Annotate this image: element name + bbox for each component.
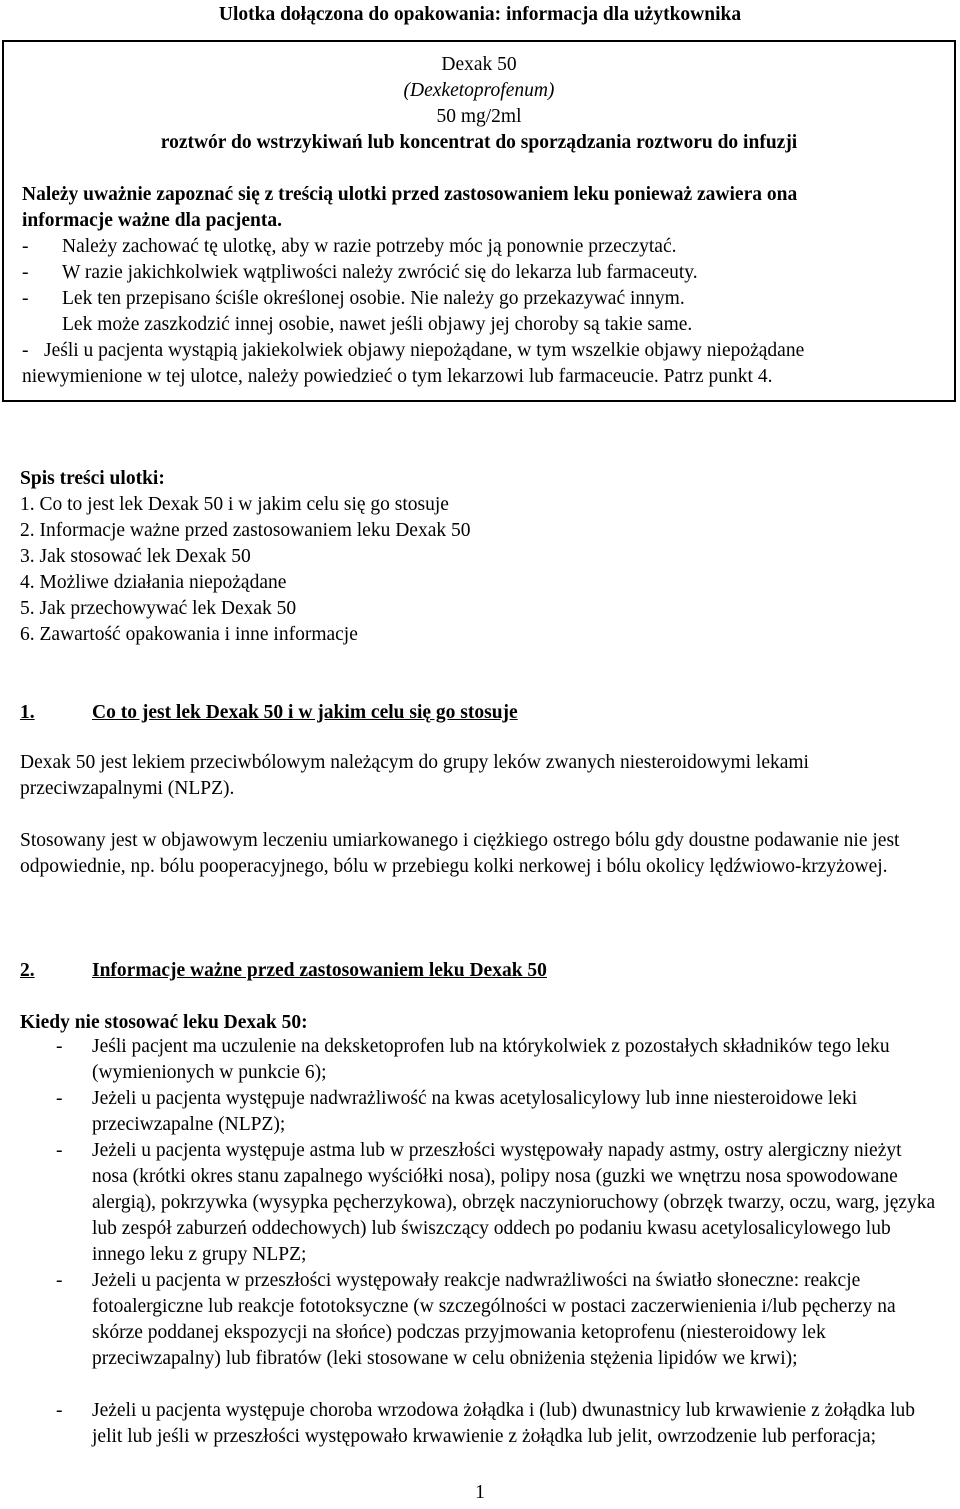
contraindication-item xyxy=(20,1268,940,1372)
bullet-text: W razie jakichkolwiek wątpliwości należy zwrócić się do lekarza lub farmaceuty. xyxy=(62,262,698,283)
intro-line-2: informacje ważne dla pacjenta. xyxy=(22,210,282,231)
toc-item: 5. Jak przechowywać lek Dexak 50 xyxy=(20,598,297,619)
box-bullet xyxy=(22,286,685,312)
item-dash: - xyxy=(56,1270,63,1291)
item-text: Jeżeli u pacjenta występuje astma lub w przeszłości występowały napady astmy, ostry alergiczny nieżyt nosa (krótki okres stanu zapalnego wyściółki nosa), polipy nosa (guzki we wnętrzu nosa spowodowane alergią), pokrzywka (wysypka pęcherzykowa), obrzęk naczynioruchowy (obrzęk twarzy, oczu, warg, języka lub zespół zaburzeń oddechowych) lub świszczący oddech po podaniu kwasu acetylosalicylowego lub innego leku z grupy NLPZ; xyxy=(92,1140,936,1265)
toc-item: 6. Zawartość opakowania i inne informacje xyxy=(20,624,358,645)
section-number: 1. xyxy=(20,702,35,723)
item-dash: - xyxy=(56,1036,63,1057)
contraindication-item xyxy=(20,1086,940,1138)
section-1-heading xyxy=(20,700,518,726)
item-dash: - xyxy=(56,1140,63,1161)
item-dash: - xyxy=(56,1400,63,1421)
toc-item: 4. Możliwe działania niepożądane xyxy=(20,572,287,593)
bullet-text: Lek ten przepisano ściśle określonej osobie. Nie należy go przekazywać innym. xyxy=(62,288,685,309)
leaflet-header-title: Ulotka dołączona do opakowania: informacja dla użytkownika xyxy=(218,4,742,25)
toc-item: 3. Jak stosować lek Dexak 50 xyxy=(20,546,251,567)
box-bullet xyxy=(22,260,698,286)
product-inn: (Dexketoprofenum) xyxy=(403,80,555,101)
item-text: Jeżeli u pacjenta występuje nadwrażliwość na kwas acetylosalicylowy lub inne niesteroidowe leki przeciwzapalne (NLPZ); xyxy=(92,1088,858,1135)
bullet-dash: - xyxy=(22,340,29,361)
product-name: Dexak 50 xyxy=(441,54,517,75)
info-box xyxy=(2,40,956,402)
toc-item: 2. Informacje ważne przed zastosowaniem leku Dexak 50 xyxy=(20,520,471,541)
section-1-paragraph: Dexak 50 jest lekiem przeciwbólowym należącym do grupy leków zwanych niesteroidowymi lekami przeciwzapalnymi (NLPZ). xyxy=(20,752,809,799)
item-text: Jeżeli u pacjenta w przeszłości występowały reakcje nadwrażliwości na światło słoneczne: reakcje fotoalergiczne lub reakcje fototoksyczne (w szczególności w postaci zaczerwienienia i/lub pęcherzy na skórze poddanej ekspozycji na słońce) podczas przyjmowania ketoprofenu (niesteroidowy lek przeciwzapalny) lub fibratów (leki stosowane w celu obniżenia stężenia lipidów we krwi); xyxy=(92,1270,896,1369)
box-bullet xyxy=(22,338,804,364)
section-2-heading xyxy=(20,958,547,984)
bullet-text: Jeśli u pacjenta wystąpią jakiekolwiek objawy niepożądane, w tym wszelkie objawy niepożądane xyxy=(44,340,805,361)
bullet-dash: - xyxy=(22,236,29,257)
section-title: Co to jest lek Dexak 50 i w jakim celu się go stosuje xyxy=(92,702,518,723)
bullet-text: Należy zachować tę ulotkę, aby w razie potrzeby móc ją ponownie przeczytać. xyxy=(62,236,677,257)
section-number: 2. xyxy=(20,960,35,981)
section-1-paragraph: Stosowany jest w objawowym leczeniu umiarkowanego i ciężkiego ostrego bólu gdy doustne podawanie nie jest odpowiednie, np. bólu pooperacyjnego, bólu w przebiegu kolki nerkowej i bólu okolicy lędźwiowo-krzyżowej. xyxy=(20,830,900,877)
product-strength: 50 mg/2ml xyxy=(436,106,522,127)
toc-item: 1. Co to jest lek Dexak 50 i w jakim celu się go stosuje xyxy=(20,494,449,515)
bullet-dash: - xyxy=(22,288,29,309)
contraindication-item xyxy=(20,1398,940,1450)
page-number: 1 xyxy=(475,1482,485,1503)
contraindications-title: Kiedy nie stosować leku Dexak 50: xyxy=(20,1012,308,1033)
toc-title: Spis treści ulotki: xyxy=(20,468,165,489)
item-dash: - xyxy=(56,1088,63,1109)
bullet-dash: - xyxy=(22,262,29,283)
bullet-continuation: Lek może zaszkodzić innej osobie, nawet jeśli objawy jej choroby są takie same. xyxy=(62,314,693,335)
contraindication-item xyxy=(20,1138,940,1268)
item-text: Jeśli pacjent ma uczulenie na deksketoprofen lub na którykolwiek z pozostałych składników tego leku (wymienionych w punkcie 6); xyxy=(92,1036,890,1083)
bullet-continuation: niewymienione w tej ulotce, należy powiedzieć o tym lekarzowi lub farmaceucie. Patrz punkt 4. xyxy=(22,366,773,387)
product-form: roztwór do wstrzykiwań lub koncentrat do sporządzania roztworu do infuzji xyxy=(160,132,798,153)
section-title: Informacje ważne przed zastosowaniem leku Dexak 50 xyxy=(92,960,547,981)
box-bullet xyxy=(22,234,677,260)
intro-line-1: Należy uważnie zapoznać się z treścią ulotki przed zastosowaniem leku ponieważ zawiera ona xyxy=(22,184,798,205)
contraindication-item xyxy=(20,1034,940,1086)
item-text: Jeżeli u pacjenta występuje choroba wrzodowa żołądka i (lub) dwunastnicy lub krwawienie z żołądka lub jelit lub jeśli w przeszłości występowało krwawienie z żołądka lub jelit, owrzodzenie lub perforacja; xyxy=(92,1400,916,1447)
